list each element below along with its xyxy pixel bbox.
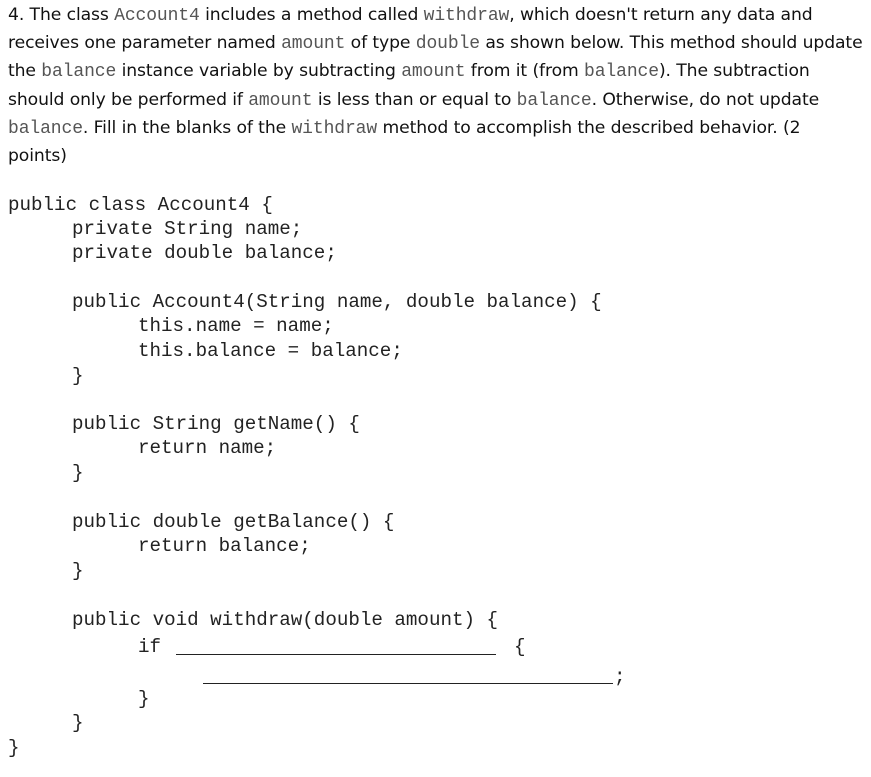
question-text-segment: instance variable by subtracting bbox=[116, 61, 402, 82]
question-text-segment: 4. The class bbox=[8, 5, 115, 25]
inline-code-type: double bbox=[415, 34, 480, 55]
code-line-getname-declaration: public String getName() { bbox=[72, 413, 360, 435]
question-text-segment: of type bbox=[345, 33, 416, 54]
code-line-withdraw-declaration: public void withdraw(double amount) { bbox=[72, 609, 499, 631]
code-line-closing-brace: } bbox=[72, 462, 84, 484]
inline-code-variable: balance bbox=[516, 90, 592, 111]
code-line-class-declaration: public class Account4 { bbox=[8, 194, 273, 216]
code-line-getbalance-return: return balance; bbox=[138, 535, 311, 557]
question-text-segment: . Fill in the blanks of the bbox=[82, 117, 292, 138]
code-keyword-if: if bbox=[138, 636, 162, 658]
code-line-getname-return: return name; bbox=[138, 437, 277, 459]
code-line-field-name: private String name; bbox=[72, 218, 303, 240]
inline-code-parameter: amount bbox=[248, 90, 313, 111]
question-text-segment: ). The subtraction should only be performed if bbox=[8, 61, 810, 110]
code-line-closing-brace: } bbox=[138, 688, 150, 710]
code-line-getbalance-declaration: public double getBalance() { bbox=[72, 511, 395, 533]
question-text-segment: includes a method called bbox=[199, 5, 424, 25]
code-line-closing-brace: } bbox=[72, 365, 84, 387]
inline-code-method-name: withdraw bbox=[423, 6, 510, 26]
question-text-segment: as shown below. This method should update the bbox=[8, 33, 863, 82]
code-open-brace: { bbox=[514, 636, 526, 658]
inline-code-variable: balance bbox=[584, 62, 659, 83]
inline-code-method-name: withdraw bbox=[291, 118, 378, 139]
code-line-field-balance: private double balance; bbox=[72, 242, 337, 264]
question-text-segment: . Otherwise, do not update bbox=[591, 89, 820, 110]
inline-code-parameter: amount bbox=[281, 34, 346, 55]
statement-blank[interactable] bbox=[203, 683, 613, 684]
code-line-closing-brace: } bbox=[72, 712, 84, 734]
question-text-segment: from it (from bbox=[465, 61, 585, 82]
code-line-constructor-declaration: public Account4(String name, double balance) { bbox=[72, 291, 602, 313]
code-line-constructor-body: this.name = name; bbox=[138, 315, 334, 337]
code-line-closing-brace: } bbox=[72, 560, 84, 582]
code-line-class-closing-brace: } bbox=[8, 737, 20, 759]
inline-code-variable: balance bbox=[41, 62, 117, 83]
inline-code-class-name: Account4 bbox=[114, 6, 200, 26]
question-text-segment: method to accomplish the described behavior. (2 points) bbox=[8, 117, 801, 167]
inline-code-parameter: amount bbox=[401, 62, 466, 83]
question-text-segment: , which doesn't return any data and receives one parameter named bbox=[8, 5, 813, 54]
code-semicolon: ; bbox=[614, 666, 626, 688]
condition-blank[interactable] bbox=[176, 654, 496, 655]
code-line-constructor-body: this.balance = balance; bbox=[138, 340, 403, 362]
inline-code-variable: balance bbox=[8, 118, 83, 139]
question-text-segment: is less than or equal to bbox=[312, 89, 517, 110]
